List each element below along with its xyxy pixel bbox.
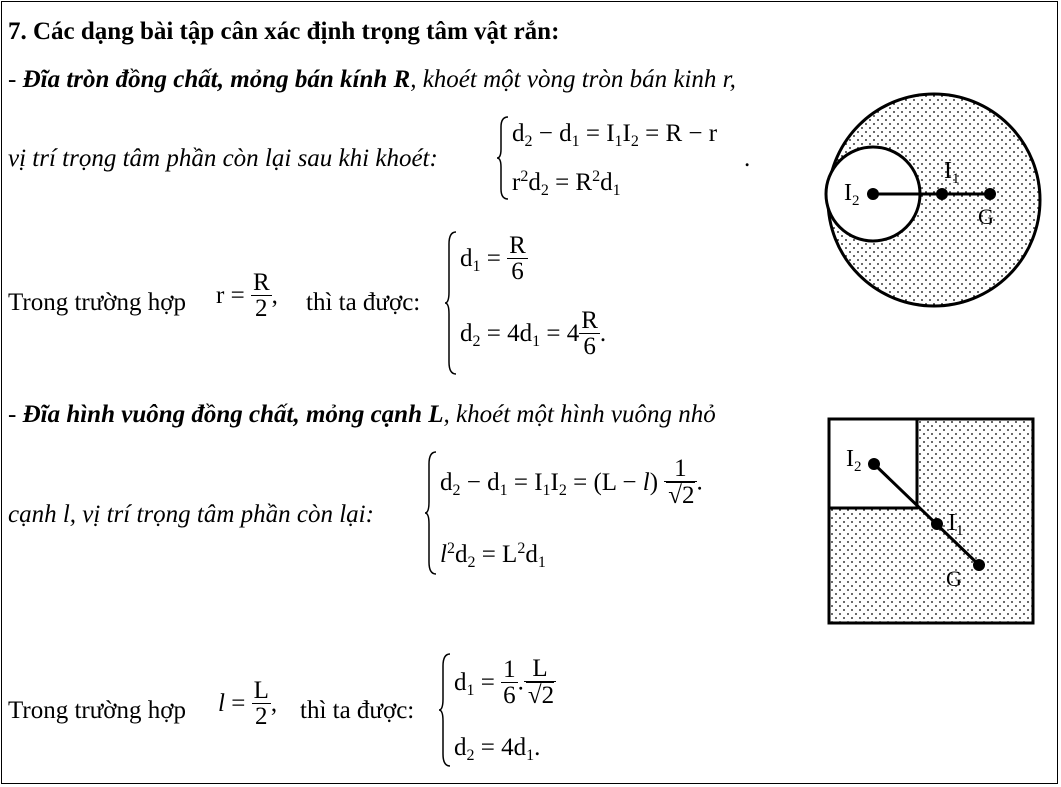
eq1-period: .	[744, 145, 751, 172]
eq1-line2: $r^2d_2 = R^2d_1$	[512, 168, 621, 199]
section2-title-rest: , khoét một hình vuông nhỏ	[443, 401, 716, 428]
label-g: G	[978, 204, 994, 229]
label-i2: $I_2$	[844, 180, 860, 209]
section1-title-bold: Đĩa tròn đồng chất, mỏng bán kính R	[22, 66, 411, 93]
fraction-r-over-2: $\frac{R}{2}$	[252, 269, 270, 322]
page-title: 7. Các dạng bài tập cân xác định trọng tâm vật rắn:	[8, 18, 560, 45]
fraction-l-over-2: $\frac{L}{2}$	[253, 677, 269, 730]
section2-title	[8, 402, 716, 427]
case1-d2: $d_2 = 4d_1 = 4$ $\frac{R}{6}$ .	[460, 307, 607, 360]
case1-d1: $d_1$ = $\frac{R}{6}$	[460, 232, 526, 285]
brace-system1	[496, 115, 510, 201]
case2-d2: $d_2 = 4d_1$.	[454, 734, 541, 764]
fraction-l-over-sqrt2: $\frac{L}{√2}$	[524, 656, 556, 708]
figure-disc	[820, 86, 1050, 316]
label-i1: $I_1$	[948, 510, 964, 539]
point-g	[973, 559, 985, 571]
eq1-line1: $d_2 - d_1 = I_1I_2 = R - r$	[512, 120, 718, 150]
label-g: G	[946, 566, 962, 591]
brace-case2	[438, 652, 452, 768]
figure-square	[826, 416, 1038, 628]
point-i1	[931, 518, 943, 530]
label-i2: $I_2$	[846, 446, 862, 475]
label-i1: $I_1$	[944, 158, 960, 187]
section1-title	[8, 67, 736, 92]
case1-condition: r = $\frac{R}{2}$ ,	[216, 269, 278, 322]
case2-then: thì ta được:	[300, 697, 415, 724]
section1-dash: -	[8, 66, 23, 93]
point-i2	[867, 188, 879, 200]
case1-text: Trong trường hợp	[8, 289, 186, 316]
fraction-1-over-6: $\frac{1}{6}$	[503, 655, 516, 709]
point-i1	[936, 188, 948, 200]
section1-line2: vị trí trọng tâm phần còn lại sau khi khoét:	[8, 145, 438, 172]
section2-dash: -	[8, 401, 23, 428]
fraction-1-over-sqrt2: $\frac{1}{√2}$	[664, 456, 696, 508]
case2-condition: l = $\frac{L}{2}$ ,	[218, 677, 278, 730]
fraction-r-over-6: $\frac{R}{6}$	[509, 232, 526, 285]
section1-title-rest: , khoét một vòng tròn bán kinh r,	[410, 66, 736, 93]
case1-then: thì ta được:	[306, 289, 421, 316]
point-g	[984, 188, 996, 200]
section2-line2: cạnh l, vị trí trọng tâm phần còn lại:	[8, 501, 374, 528]
fraction-r-over-6-b: $\frac{R}{6}$	[581, 307, 598, 360]
eq2-line2: $l^2d_2 = L^2d_1$	[440, 540, 546, 571]
case2-text: Trong trường hợp	[8, 697, 186, 724]
brace-system2	[424, 450, 438, 576]
case2-d1: $d_1$ = $\frac{1}{6}$ . $\frac{L}{√2}$	[454, 655, 555, 709]
section2-title-bold: Đĩa hình vuông đồng chất, mỏng cạnh L	[22, 401, 444, 428]
brace-case1	[444, 230, 458, 376]
point-i2	[868, 458, 880, 470]
eq2-line1: $d_2 - d_1 = I_1I_2 = (L - l)$ $\frac{1}{√2}$ .	[440, 455, 703, 509]
